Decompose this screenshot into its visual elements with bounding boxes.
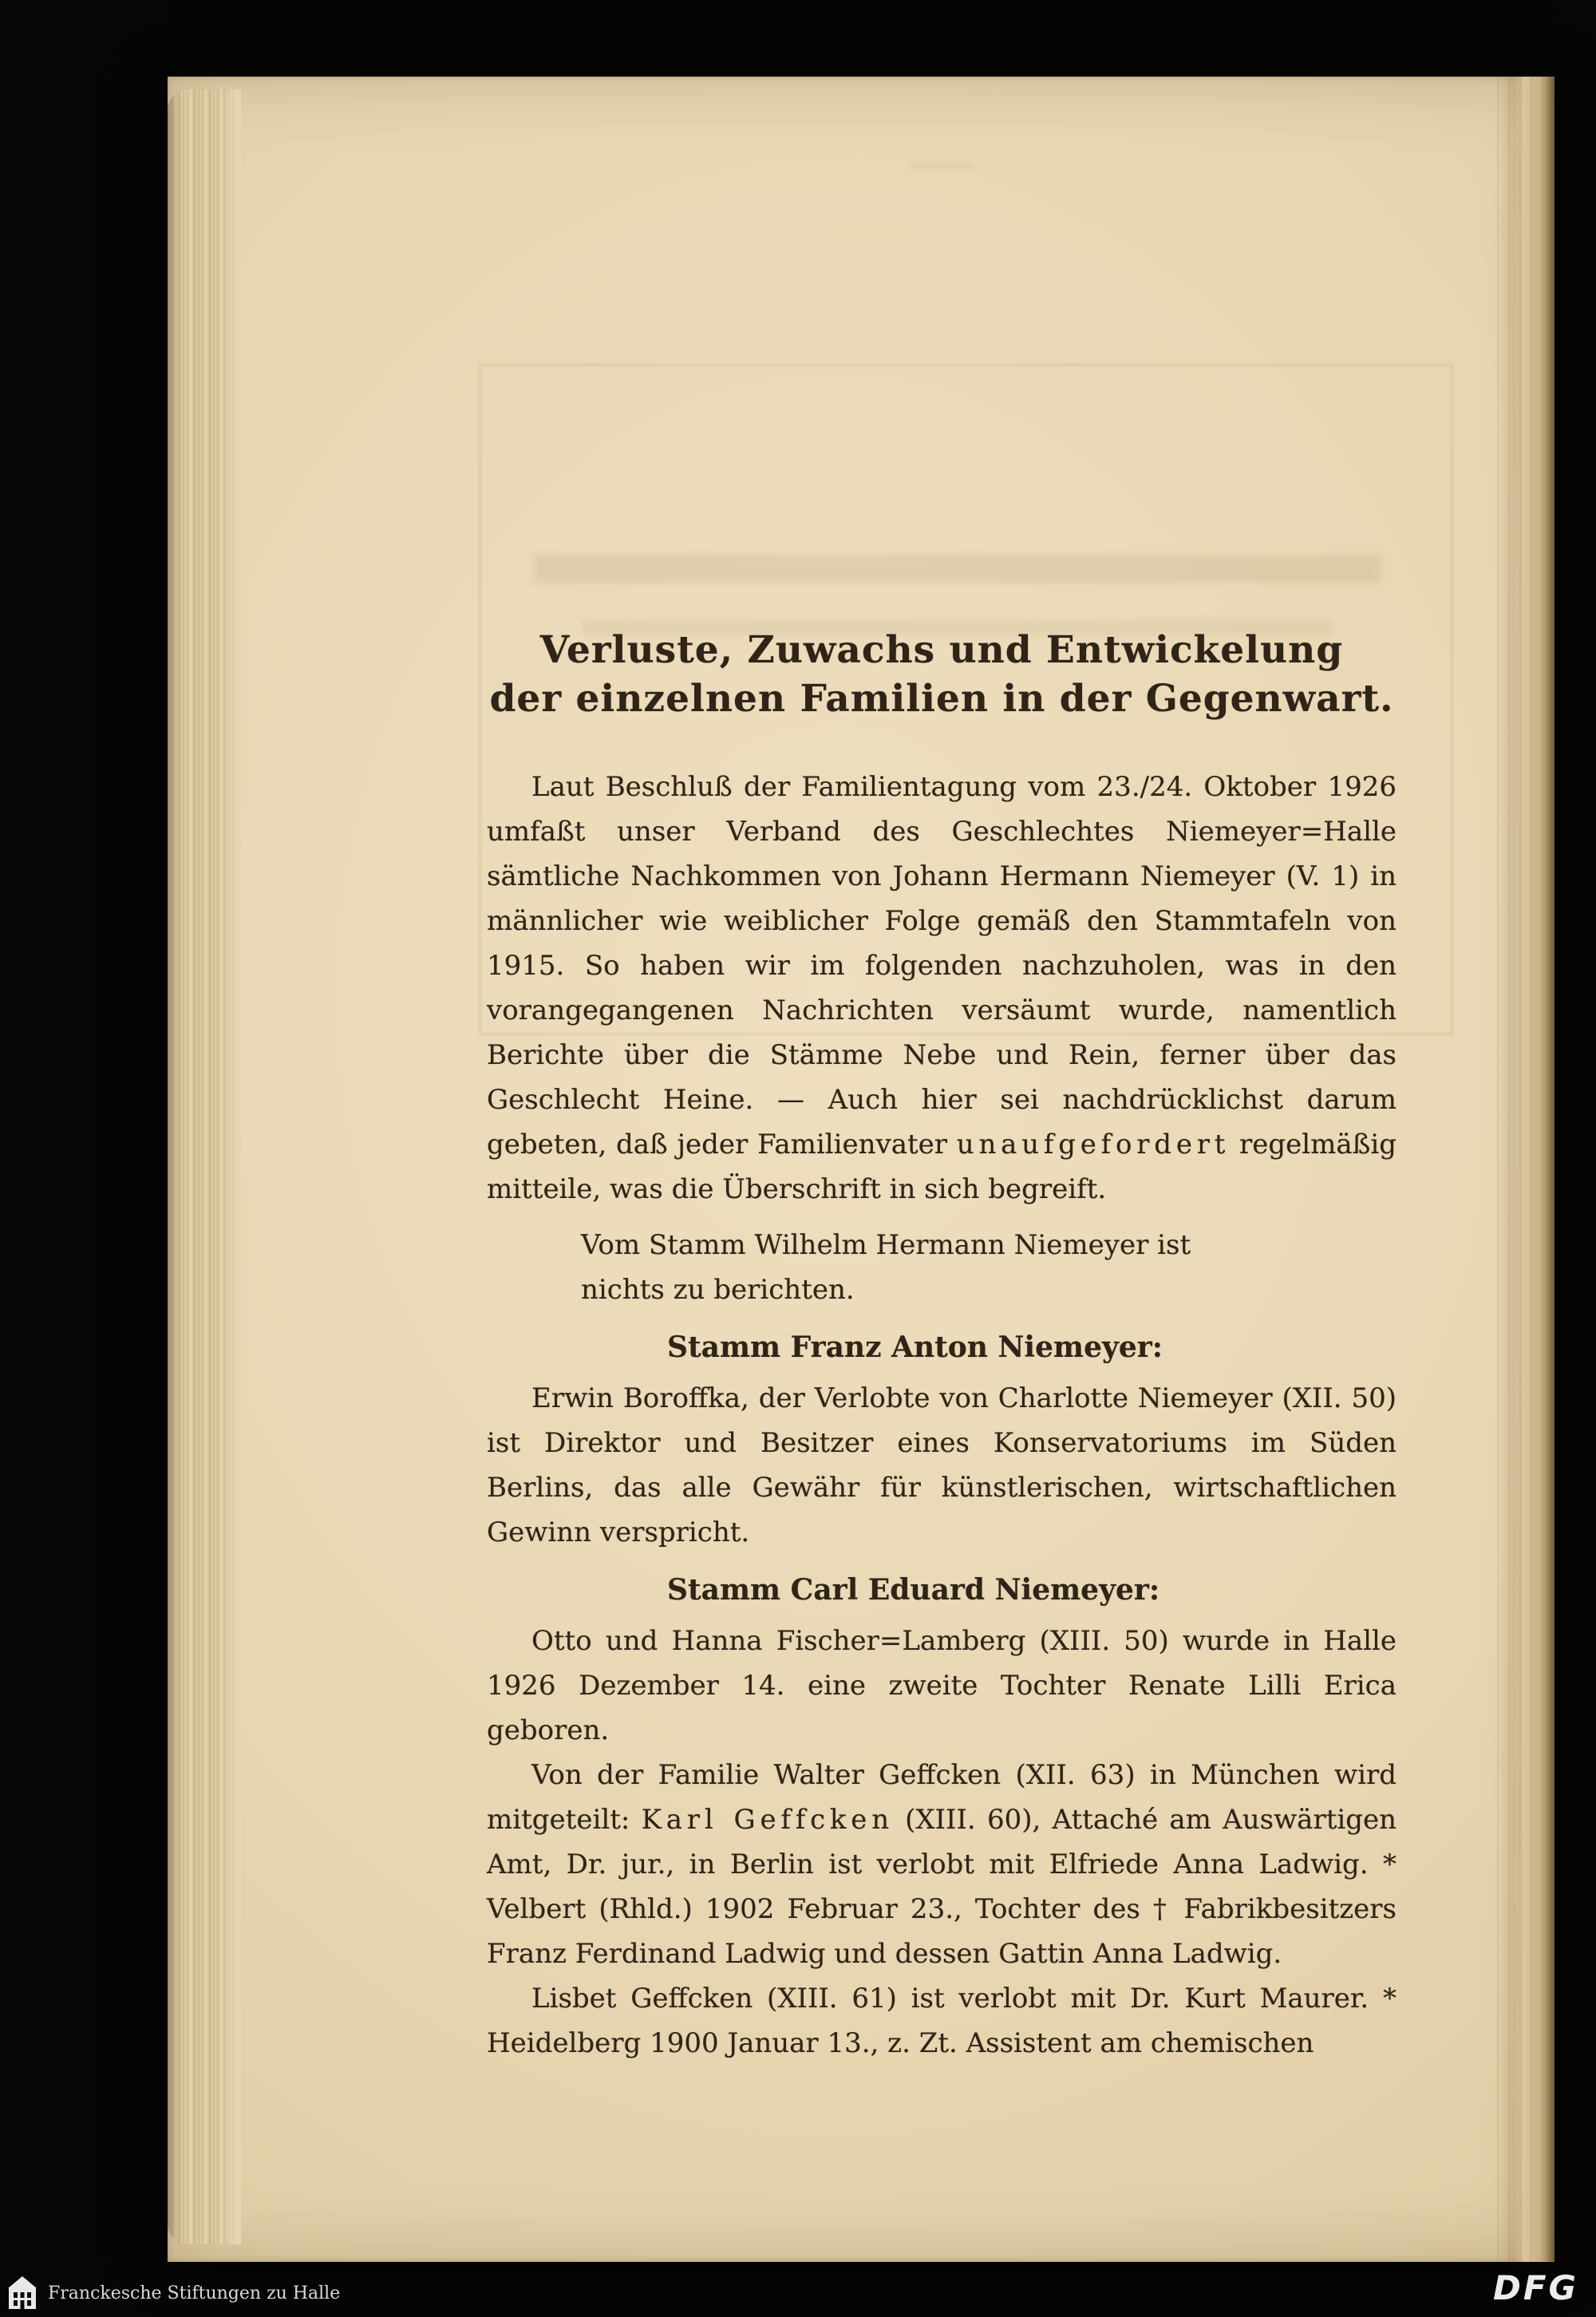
- intro-paragraph-emphasis: unaufgefordert: [956, 1129, 1231, 1160]
- scanned-page: [168, 77, 1555, 2262]
- page-stack-edge: [168, 89, 241, 2244]
- intro-paragraph: [487, 765, 1396, 1212]
- carl-eduard-paragraph-2-text: Von der Familie Walter Geffcken (XII. 63) in München wird mitgeteilt:: [487, 1759, 1396, 1836]
- page-text: [487, 626, 1396, 2066]
- page-title-line-1: Verluste, Zuwachs und Entwickelung: [539, 628, 1344, 672]
- stamm-carl-eduard-heading: Stamm Carl Eduard Niemeyer:: [667, 1573, 1160, 1607]
- carl-eduard-paragraph-2-text: (XIII. 60), Attaché am Auswärtigen Amt, Dr. jur., in Berlin ist verlobt mit Elfriede Anna Ladwig. * Velbert (Rhld.) 1902 Februar 23., Tochter des † Fabrikbesitzers Franz Ferdinand Ladwig und dessen Gattin Anna Ladwig.: [487, 1804, 1397, 1970]
- bleedthrough-ghost-line: [535, 556, 1381, 583]
- franz-anton-paragraph: Erwin Boroffka, der Verlobte von Charlotte Niemeyer (XII. 50) ist Direktor und Besitzer eines Konservatoriums im Süden Berlins, das alle Gewähr für künstlerischen, wirtschaftlichen Gewinn verspricht.: [487, 1382, 1396, 1548]
- francke-stiftungen-icon: [6, 2275, 38, 2311]
- carl-eduard-paragraph-1: Otto und Hanna Fischer=Lamberg (XIII. 50) wurde in Halle 1926 Dezember 14. eine zweite Tochter Renate Lilli Erica geboren.: [487, 1625, 1396, 1746]
- provider-logo[interactable]: [6, 2275, 340, 2311]
- next-page-edge: [1497, 77, 1555, 2262]
- carl-eduard-paragraph-2-emphasis: Karl Geffcken: [641, 1804, 894, 1836]
- dfg-logo[interactable]: DFG: [1492, 2268, 1578, 2307]
- bleedthrough-ghost-mark: [910, 163, 974, 169]
- stamm-franz-anton-heading: Stamm Franz Anton Niemeyer:: [667, 1330, 1163, 1364]
- page-title-line-2: der einzelnen Familien in der Gegenwart.: [489, 677, 1394, 721]
- intro-paragraph-text: regelmäßig mitteile, was die Überschrift in sich begreift.: [487, 1129, 1396, 1205]
- provider-label: Franckesche Stiftungen zu Halle: [48, 2283, 341, 2303]
- intro-paragraph-text: Laut Beschluß der Familientagung vom 23./24. Oktober 1926 umfaßt unser Verband des Geschlechtes Niemeyer=Halle sämtliche Nachkommen von Johann Hermann Niemeyer (V. 1) in männlicher wie weiblicher Folge gemäß den Stammtafeln von 1915. So haben wir im folgenden nachzuholen, was in den vorangegangenen Nachrichten versäumt wurde, namentlich Berichte über die Stämme Nebe und Rein, ferner über das Geschlecht Heine. — Auch hier sei nachdrücklichst darum gebeten, daß jeder Familienvater: [487, 771, 1396, 1160]
- carl-eduard-paragraph-3: Lisbet Geffcken (XIII. 61) ist verlobt mit Dr. Kurt Maurer. * Heidelberg 1900 Januar 13., z. Zt. Assistent am chemischen: [487, 1983, 1396, 2059]
- carl-eduard-paragraph-2: [487, 1753, 1396, 1976]
- wilhelm-stamm-note: Vom Stamm Wilhelm Hermann Niemeyer ist nichts zu berichten.: [581, 1229, 1191, 1306]
- page-title: [487, 626, 1396, 723]
